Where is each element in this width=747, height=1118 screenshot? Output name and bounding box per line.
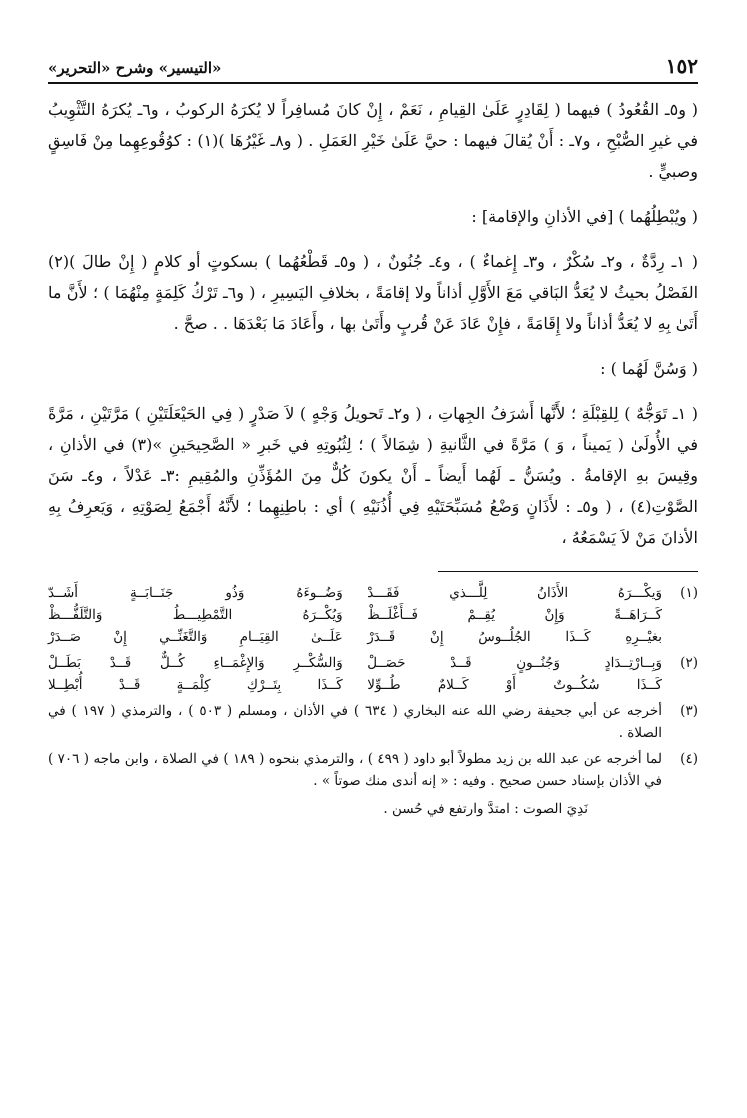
footnote-4 bbox=[48, 748, 698, 792]
verse-hemistich-left: وَالسُّكْــرِ وَالإِغْمَــاءِ كُــلٌّ قَــدْ بَطَــلْ bbox=[48, 655, 343, 671]
footnote-number: (٣) bbox=[680, 703, 698, 719]
paragraph-invalidators: ( ١ـ رِدَّةٌ ، و٢ـ سُكْرٌ ، و٣ـ إِغماءٌ ) ، و٤ـ جُنُونٌ ، ( و٥ـ قَطْعُهُما ) بسكوتٍ أو كلامٍ ( إِنْ طالَ )(٢) الفَصْلُ بحيثُ لا يُعَدُّ البَاقي مَعَ الأَوَّلِ أذاناً ولا إقامَةً ، بخلافِ اليَسِيرِ ، ( و٦ـ تَرْكُ كَلِمَةٍ مِنْهُمَا ) ؛ لأَنَّ ما أَتَىٰ بِهِ لا يُعَدُّ أذاناً ولا إِقَامَةً ، فإِنْ عَادَ عَنْ قُربٍ وأَتَىٰ بها ، وأَعَادَ مَا بَعْدَهَا . . صحَّ . bbox=[48, 252, 699, 333]
footnote-2 bbox=[48, 652, 698, 696]
paragraph-sunan: ( ١ـ تَوَجُّهٌ ) لِلقِبْلَةِ ؛ لأَنَّها أَشرَفُ الجِهاتِ ، ( و٢ـ تَحويلُ وَجْهٍ ) لاَ صَدْرٍ ( فِي الحَيْعَلَتَيْنِ ) مَرَّتَيْنِ ، مَرَّةً في الأُولَىٰ ( يَميناً ، وَ ) مَرَّةً في الثَّانيةِ ( شِمَالاً ) ؛ لِثُبُوتِهِ في خَبرِ « الصَّحِيحَينِ »(٣) في الأذانِ ، وقِيسَ بهِ الإقامةُ . ويُسَنُّ ـ لَهُما أَيضاً ـ أَنْ يكونَ كُلٌّ مِنَ المُؤَذِّنِ والمُقِيمِ :٣ـ عَدْلاً ، و٤ـ سَنَ الصَّوْتِ(٤) ، ( و٥ـ : لأَذَانٍ وَضْعُ مُسَبِّحَتَيْهِ فِي أُذُنَيْهِ ) أي : باطِنِهِما ؛ لأَنَّهُ أَجْمَعُ لِصَوْتِهِ ، وَيَعرِفُ بِهِ الأذانَ مَنْ لاَ يَسْمَعُهُ ، bbox=[48, 404, 699, 547]
verse-line bbox=[48, 626, 662, 648]
main-text bbox=[48, 94, 698, 553]
footnote-separator bbox=[438, 571, 698, 572]
verse-hemistich-right: وَيكْـــرَهُ الأَذَانُ لِلَّـــذي فَقَـــدْ bbox=[367, 585, 662, 601]
page-number: ١٥٢ bbox=[665, 54, 698, 78]
footnote-number: (٤) bbox=[680, 751, 698, 767]
verse-hemistich-right: بغيْــرِهِ كَــذَا الجُلُــوسُ إِنْ قَــدَرْ bbox=[367, 629, 662, 645]
book-page bbox=[48, 54, 698, 820]
footnote-3 bbox=[48, 700, 698, 744]
paragraph-qu3ud: ( و٥ـ القُعُودُ ) فيهما ( لِقَادِرٍ عَلَىٰ القِيامِ ، نَعَمْ ، إِنْ كانَ مُسافِراً لا يُكرَهُ الركوبُ ، و٦ـ يُكرَهُ التَّثْوِيبُ في غيرِ الصُّبْحِ ، و٧ـ : أَنْ يُقالَ فيهما : حيَّ عَلَىٰ خَيْرِ العَمَلِ . ( و٨ـ غَيْرُهَا )(١) : كوُقُوعِهِما مِنْ فَاسِقٍ وصبيٍّ . bbox=[48, 100, 699, 181]
running-header bbox=[48, 54, 698, 84]
book-title: «التيسير» وشرح «التحرير» bbox=[48, 59, 222, 77]
footnote-1 bbox=[48, 582, 698, 648]
verse-line bbox=[48, 604, 662, 626]
heading-sunan: ( وَسُنَّ لَهُما ) : bbox=[600, 359, 698, 378]
footnote-verses bbox=[48, 652, 662, 696]
verse-hemistich-left: وَضُــوءَهُ وَذُو جَنَــابَــةٍ أَشَــدّ bbox=[48, 585, 343, 601]
verse-line bbox=[48, 582, 662, 604]
footnote-number: (٢) bbox=[680, 655, 698, 671]
verse-hemistich-left: كَــذَا بِتَــرْكِ كِلْمَــةٍ قَــدْ أُبْطِــلا bbox=[48, 677, 343, 693]
footnote-verses bbox=[48, 582, 662, 648]
verse-hemistich-right: وَبِــارْتِــدَادٍ وَجُنُــونٍ قَــدْ حَصَــلْ bbox=[367, 655, 662, 671]
verse-hemistich-left: عَلَــىٰ القِيَــامِ وَالتَّغَنِّــي إِنْ صَــدَرْ bbox=[48, 629, 343, 645]
footnote-text: لما أخرجه عن عبد الله بن زيد مطولاً أبو داود ( ٤٩٩ ) ، والترمذي بنحوه ( ١٨٩ ) في الصلاة ، وابن ماجه ( ٧٠٦ ) في الأذان بإسناد حسن صحيح . وفيه : « إنه أندى منك صوتاً » . bbox=[48, 751, 662, 789]
verse-hemistich-left: وَيُكْــرَهُ التَّمْطِيـــطُ وَالتَّلَفُّـــظْ bbox=[48, 607, 343, 623]
verse-hemistich-right: كَــذَا سُكُــوتٌ أَوْ كَــلامٌ طُــوِّلا bbox=[367, 677, 662, 693]
verse-line bbox=[48, 674, 662, 696]
heading-invalidators: ( ويُبْطِلُهُما ) [في الأذانِ والإقامة] : bbox=[471, 207, 698, 226]
footnote-number: (١) bbox=[680, 585, 698, 601]
verse-line bbox=[48, 652, 662, 674]
footnote-gloss: نَدِيَ الصوت : امتدَّ وارتفع في حُسن . bbox=[383, 801, 588, 817]
footnotes bbox=[48, 582, 698, 820]
footnote-text: أخرجه عن أبي جحيفة رضي الله عنه البخاري ( ٦٣٤ ) في الأذان ، ومسلم ( ٥٠٣ ) ، والترمذي ( ١٩٧ ) في الصلاة . bbox=[48, 703, 662, 741]
verse-hemistich-right: كَــرَاهَــةً وَإِنْ يُقِــمْ فَــأَغْلَــظْ bbox=[367, 607, 662, 623]
